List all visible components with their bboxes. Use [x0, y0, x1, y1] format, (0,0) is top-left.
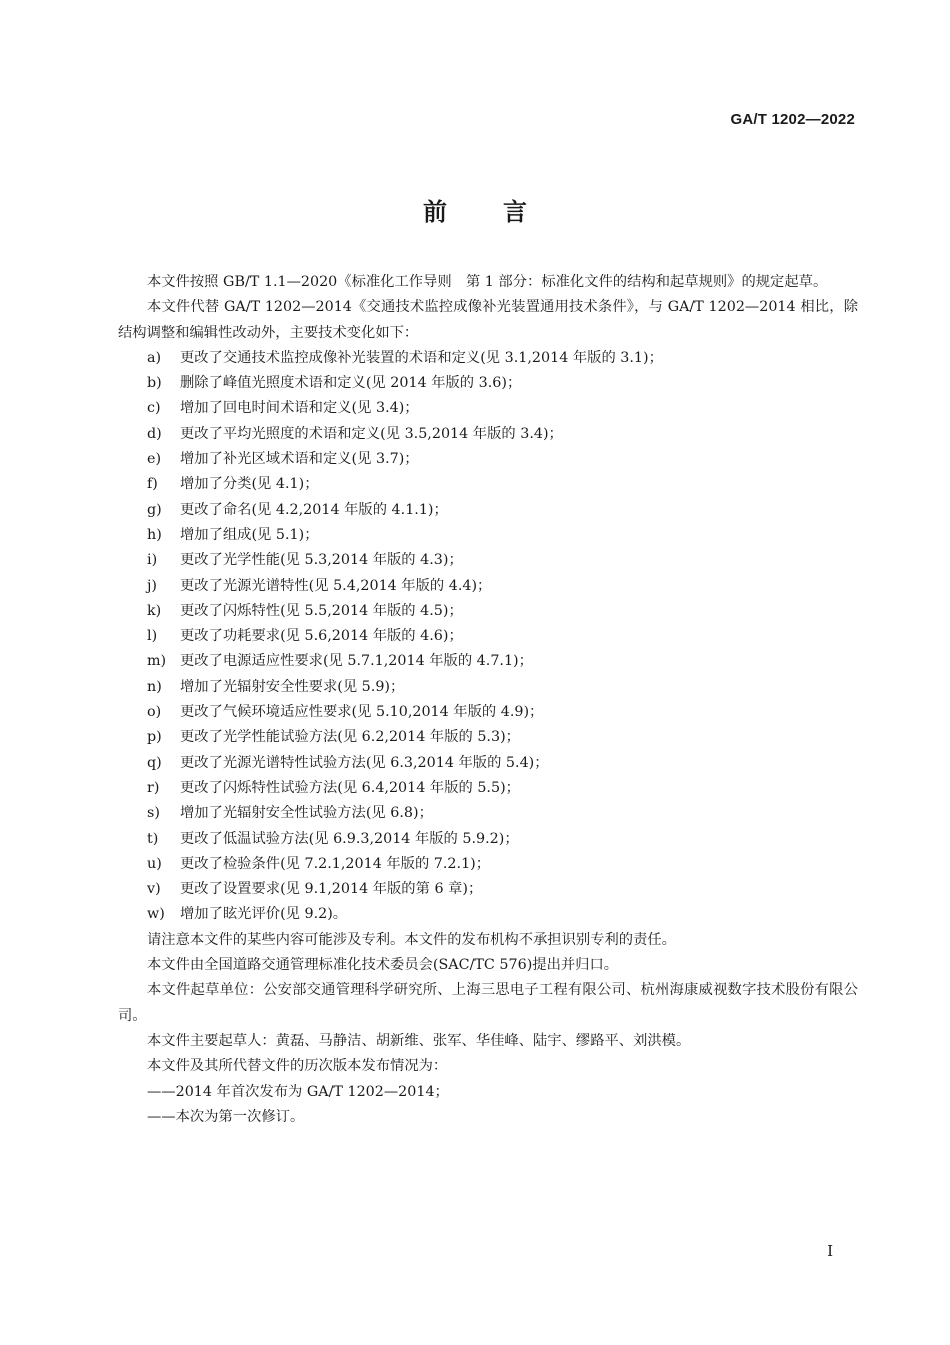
- list-item-letter: r): [147, 779, 160, 796]
- list-item: [118, 346, 858, 371]
- intro-paragraph-drafting: 本文件按照 GB/T 1.1—2020《标准化工作导则 第 1 部分：标准化文件的结构和起草规则》的规定起草。: [147, 274, 828, 290]
- list-item-text: 增加了光辐射安全性试验方法(见 6.8)；: [180, 805, 433, 822]
- list-item-letter: s): [147, 805, 160, 822]
- list-item-letter: h): [147, 526, 162, 543]
- drafting-units-paragraph: 本文件起草单位：公安部交通管理科学研究所、上海三思电子工程有限公司、杭州海康威视数字技术股份有限公司。: [118, 982, 858, 1024]
- list-item-text: 更改了电源适应性要求(见 5.7.1,2014 年版的 4.7.1)；: [180, 653, 533, 670]
- list-item-letter: i): [147, 552, 158, 569]
- list-item-letter: g): [147, 501, 162, 518]
- list-item-letter: f): [147, 476, 158, 493]
- list-item-text: 更改了闪烁特性(见 5.5,2014 年版的 4.5)；: [180, 602, 463, 619]
- page-title: 前言: [423, 198, 583, 226]
- list-item-text: 更改了光学性能试验方法(见 6.2,2014 年版的 5.3)；: [180, 729, 520, 746]
- list-item: [118, 827, 858, 852]
- list-item: [118, 649, 858, 674]
- page-number: I: [827, 1242, 833, 1260]
- list-item-letter: o): [147, 704, 162, 721]
- list-item-text: 更改了光源光谱特性试验方法(见 6.3,2014 年版的 5.4)；: [180, 754, 549, 771]
- list-item-letter: d): [147, 425, 162, 442]
- list-item-text: 更改了检验条件(见 7.2.1,2014 年版的 7.2.1)；: [180, 855, 491, 872]
- list-item-letter: q): [147, 754, 162, 771]
- list-item-text: 更改了光源光谱特性(见 5.4,2014 年版的 4.4)；: [180, 577, 492, 594]
- document-body: [118, 270, 858, 1130]
- list-item-text: 更改了交通技术监控成像补光装置的术语和定义(见 3.1,2014 年版的 3.1)；: [180, 349, 663, 366]
- list-item-letter: c): [147, 400, 161, 417]
- list-item: [118, 599, 858, 624]
- list-item-letter: n): [147, 678, 162, 695]
- list-item-text: 更改了气候环境适应性要求(见 5.10,2014 年版的 4.9)；: [180, 704, 544, 721]
- list-item-text: 更改了功耗要求(见 5.6,2014 年版的 4.6)；: [180, 628, 463, 645]
- list-item-text: 增加了补光区域术语和定义(见 3.7)；: [180, 451, 419, 468]
- list-item: [118, 801, 858, 826]
- intro-paragraph-replacement: 本文件代替 GA/T 1202—2014《交通技术监控成像补光装置通用技术条件》，与 GA/T 1202—2014 相比，除结构调整和编辑性改动外，主要技术变化如下：: [118, 299, 858, 341]
- list-item-letter: w): [147, 906, 165, 923]
- list-item: [118, 675, 858, 700]
- list-item-text: 删除了峰值光照度术语和定义(见 2014 年版的 3.6)；: [180, 375, 522, 392]
- list-item-letter: m): [147, 653, 167, 670]
- list-item-letter: t): [147, 830, 159, 847]
- list-item-text: 增加了组成(见 5.1)；: [180, 526, 319, 543]
- list-item: [118, 422, 858, 447]
- list-item-letter: a): [147, 349, 162, 366]
- list-item: [118, 852, 858, 877]
- list-item-text: 增加了分类(见 4.1)；: [180, 476, 319, 493]
- list-item-text: 更改了平均光照度的术语和定义(见 3.5,2014 年版的 3.4)；: [180, 425, 563, 442]
- list-item-letter: k): [147, 602, 162, 619]
- list-item: [118, 574, 858, 599]
- list-item-text: 增加了光辐射安全性要求(见 5.9)；: [180, 678, 405, 695]
- list-item-text: 更改了闪烁特性试验方法(见 6.4,2014 年版的 5.5)；: [180, 779, 520, 796]
- list-item-letter: j): [147, 577, 158, 594]
- list-item-text: 更改了光学性能(见 5.3,2014 年版的 4.3)；: [180, 552, 463, 569]
- proposer-paragraph: 本文件由全国道路交通管理标准化技术委员会(SAC/TC 576)提出并归口。: [147, 957, 619, 974]
- list-item-text: 更改了命名(见 4.2,2014 年版的 4.1.1)；: [180, 501, 448, 518]
- patent-notice-paragraph: 请注意本文件的某些内容可能涉及专利。本文件的发布机构不承担识别专利的责任。: [147, 931, 676, 948]
- document-code: GA/T 1202—2022: [730, 111, 855, 128]
- list-item-text: 增加了眩光评价(见 9.2)。: [180, 906, 348, 923]
- list-item: [118, 371, 858, 396]
- list-item: [118, 624, 858, 649]
- list-item: [118, 548, 858, 573]
- list-item: [118, 776, 858, 801]
- list-item: [118, 498, 858, 523]
- list-item: [118, 751, 858, 776]
- list-item: [118, 523, 858, 548]
- list-item-letter: u): [147, 855, 162, 872]
- history-item: ——2014 年首次发布为 GA/T 1202—2014；: [147, 1083, 449, 1100]
- drafters-paragraph: 本文件主要起草人：黄磊、马静洁、胡新维、张军、华佳峰、陆宇、缪路平、刘洪模。: [147, 1032, 691, 1049]
- list-item: [118, 725, 858, 750]
- history-intro-paragraph: 本文件及其所代替文件的历次版本发布情况为：: [147, 1058, 448, 1075]
- list-item: [118, 902, 858, 927]
- list-item-letter: p): [147, 729, 162, 746]
- list-item-letter: l): [147, 628, 158, 645]
- list-item: [118, 396, 858, 421]
- list-item: [118, 700, 858, 725]
- list-item: [118, 877, 858, 902]
- list-item-letter: b): [147, 375, 162, 392]
- list-item-letter: e): [147, 451, 162, 468]
- list-item-letter: v): [147, 881, 161, 898]
- list-item: [118, 447, 858, 472]
- history-item: ——本次为第一次修订。: [147, 1108, 305, 1125]
- list-item-text: 增加了回电时间术语和定义(见 3.4)；: [180, 400, 419, 417]
- changes-list: [118, 346, 858, 928]
- list-item-text: 更改了低温试验方法(见 6.9.3,2014 年版的 5.9.2)；: [180, 830, 519, 847]
- list-item-text: 更改了设置要求(见 9.1,2014 年版的第 6 章)；: [180, 881, 483, 898]
- list-item: [118, 472, 858, 497]
